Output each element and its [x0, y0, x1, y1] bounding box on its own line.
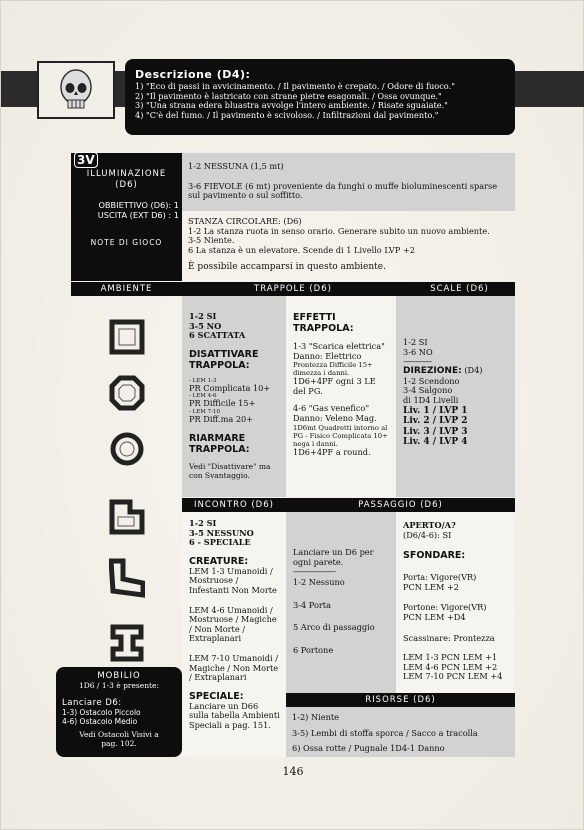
open-die: (D6/4-6): SI	[403, 529, 452, 540]
encounter-row: 3-5 NESSUNO	[189, 527, 254, 538]
header-passaggio: PASSAGGIO (D6)	[358, 500, 443, 510]
direction-row: 1-2 Scendono	[403, 375, 460, 386]
light-row: 1-2 NESSUNA (1,5 mt)	[188, 161, 284, 171]
room-icons	[109, 319, 145, 679]
level-row: Liv. 3 / LVP 3	[403, 426, 468, 437]
passage-row: 5 Arco di passaggio	[293, 622, 375, 633]
furniture-launch: Lanciare D6:	[62, 698, 122, 708]
traps-column	[182, 296, 286, 497]
trap-row: 6 SCATTATA	[189, 330, 246, 341]
effect-damage: Danno: Elettrico	[293, 350, 362, 361]
passage-divider: ——————	[293, 567, 335, 577]
direction-die: (D4)	[464, 365, 483, 376]
light-section	[182, 153, 515, 211]
special-text: Lanciare un D66 sulla tabella Ambienti Speciali a pag. 151.	[189, 700, 280, 730]
description-line: 4) "C'è del fumo. / Il pavimento è scivoloso. / Infiltrazioni dal pavimento."	[135, 109, 439, 120]
passage-row: 6 Portone	[293, 644, 334, 655]
light-row: 3-6 FIEVOLE (6 mt) proveniente da funghi o muffe bioluminescenti sparse sul pavimento o sul soffitto.	[188, 180, 498, 201]
passage-intro: Lanciare un D6 per ogni parete.	[293, 547, 374, 567]
lockpick-level: LEM 1-3 PCN LEM +1	[403, 652, 498, 663]
effect-damage: Danno: Veleno Mag.	[293, 412, 377, 423]
level-row: Liv. 1 / LVP 1	[403, 405, 468, 416]
lockpick-level: LEM 4-6 PCN LEM +2	[403, 661, 498, 672]
room-circle-icon	[113, 435, 141, 463]
special-title: SPECIALE:	[189, 690, 244, 702]
effect-save: Prontezza Difficile 15+ dimezza i danni.	[293, 361, 373, 378]
passage-column	[286, 512, 396, 693]
description-title: Descrizione (D4):	[135, 68, 251, 81]
creatures-title: CREATURE:	[189, 555, 249, 567]
notes-section	[182, 211, 515, 281]
info-panel	[71, 153, 182, 281]
effects-column	[286, 296, 396, 497]
notes-title: STANZA CIRCOLARE: (D6)	[188, 216, 302, 226]
stairs-divider: ————	[403, 357, 431, 367]
header-trappole: TRAPPOLE (D6)	[254, 284, 332, 294]
level-row: Liv. 2 / LVP 2	[403, 416, 468, 427]
notes-label: NOTE DI GIOCO	[90, 238, 163, 247]
room-icon-stack	[109, 319, 145, 679]
encounter-header-bar	[182, 498, 515, 512]
resource-row: 1-2) Niente	[292, 712, 340, 722]
effect-save: 1D6mt Quadretti intorno al PG - Fisico Complicata 10+	[293, 423, 388, 440]
effect-name: 4-6 "Gas venefico"	[293, 403, 370, 414]
creature-row: LEM 4-6 Umanoidi / Mostruose / Magiche / Non Morte / Extraplanari	[189, 604, 277, 644]
resource-row: 6) Ossa rotte / Pugnale 1D4-1 Danno	[292, 743, 445, 754]
description-line: 1) "Eco di passi in avvicinamento. / Il pavimento è crepato. / Odore di fuoco."	[135, 81, 455, 91]
rearm-text: Vedi "Disattivare" ma con Svantaggio.	[189, 461, 271, 480]
furniture-title: MOBILIO	[97, 671, 141, 681]
header-scale: SCALE (D6)	[430, 284, 489, 294]
header-risorse: RISORSE (D6)	[365, 695, 436, 705]
effect-save: nega i danni.	[293, 439, 338, 448]
encounter-row: 1-2 SI	[189, 518, 217, 528]
camp-text: È possibile accamparsi in questo ambiente.	[188, 262, 386, 273]
room-notch-icon	[112, 502, 142, 532]
force-row: PCN LEM +D4	[403, 611, 466, 622]
corridor-bend-icon	[111, 561, 143, 595]
stairs-row: 3-6 NO	[403, 346, 433, 357]
direction-row: 3-4 Salgono	[403, 385, 453, 396]
notes-row: 1-2 La stanza ruota in senso orario. Generare subito un nuovo ambiente.	[188, 225, 490, 236]
stairs-row: 1-2 SI	[403, 337, 428, 347]
trap-row: 3-5 NO	[189, 320, 222, 331]
force-row: Porta: Vigore(VR)	[403, 572, 477, 583]
passage-row: 1-2 Nessuno	[293, 577, 345, 588]
notes-row: 3-5 Niente.	[188, 235, 235, 246]
encounter-column	[182, 512, 286, 757]
room-octagon-icon	[112, 378, 142, 408]
disarm-pr: PR Difficile 15+	[189, 398, 256, 409]
illumination-die: (D6)	[115, 180, 138, 190]
illumination-label: ILLUMINAZIONE	[86, 169, 167, 179]
corridor-h-icon	[113, 627, 141, 659]
lockpick-row: Scassinare: Prontezza	[403, 632, 495, 643]
description-line: 3) "Una strana edera bluastra avvolge l'intero ambiente. / Risate sguaiate."	[135, 100, 448, 111]
effect-name: 1-3 "Scarica elettrica"	[293, 341, 385, 351]
trap-row: 1-2 SI	[189, 311, 217, 321]
furniture-row: 4-6) Ostacolo Medio	[62, 717, 138, 726]
level-row: Liv. 4 / LVP 4	[403, 437, 468, 448]
disarm-title: DISATTIVARE TRAPPOLA:	[189, 348, 259, 371]
furniture-box	[56, 667, 182, 757]
open-title: APERTO/A?	[403, 520, 456, 530]
description-box	[125, 59, 515, 135]
room-code: 3V	[74, 152, 98, 168]
header-ambiente: AMBIENTE	[100, 284, 153, 294]
lockpick-level: LEM 7-10 PCN LEM +4	[403, 671, 503, 682]
resources-header-bar	[286, 693, 515, 707]
open-column	[396, 512, 515, 693]
notes-row: 6 La stanza è un elevatore. Scende di 1 Livello LVP +2	[188, 244, 415, 255]
direction-row: di 1D4 Livelli	[403, 394, 459, 405]
effects-title: EFFETTI TRAPPOLA:	[293, 312, 354, 334]
description-line: 2) "Il pavimento è lastricato con strane pietre esagonali. / Ossa ovunque."	[135, 90, 442, 101]
page-number: 146	[282, 765, 304, 778]
stairs-column	[396, 296, 515, 497]
effect-amount: 1D6+4PF a round.	[293, 446, 371, 457]
effect-amount: 1D6+4PF ogni 3 LE del PG.	[293, 376, 376, 396]
disarm-lem: - LEM 7-10	[189, 408, 221, 415]
direction-label: DIREZIONE:	[403, 366, 462, 377]
rearm-title: RIARMARE TRAPPOLA:	[189, 432, 250, 455]
skull-icon	[39, 63, 113, 117]
room-square-icon	[112, 322, 142, 352]
furniture-row: 1-3) Ostacolo Piccolo	[62, 708, 141, 717]
force-row: Portone: Vigore(VR)	[403, 602, 487, 613]
disarm-pr: PR Diff.ma 20+	[189, 413, 254, 424]
creature-row: LEM 1-3 Umanoidi / Mostruose / Infestanti Non Morte	[189, 565, 277, 595]
resources-section	[286, 707, 515, 757]
creature-row: LEM 7-10 Umanoidi / Magiche / Non Morte / Extraplanari	[189, 652, 279, 683]
disarm-lem: - LEM 1-3	[189, 377, 217, 384]
force-row: PCN LEM +2	[403, 581, 460, 592]
resource-row: 3-5) Lembi di stoffa sporca / Sacco a tracolla	[292, 727, 478, 738]
disarm-pr: PR Complicata 10+	[189, 382, 271, 393]
passage-row: 3-4 Porta	[293, 599, 331, 610]
disarm-lem: - LEM 4-6	[189, 393, 217, 400]
furniture-see: Vedi Ostacoli Visivi a pag. 102.	[79, 730, 159, 748]
exit: USCITA (EXT D6) : 1	[97, 210, 179, 220]
encounter-row: 6 - SPECIALE	[189, 537, 251, 548]
furniture-sub: 1D6 / 1-3 è presente:	[78, 681, 160, 690]
header-incontro: INCONTRO (D6)	[194, 500, 274, 510]
objective: OBBIETTIVO (D6): 1	[98, 200, 179, 210]
force-title: SFONDARE:	[403, 550, 466, 562]
column-header-bar	[71, 282, 515, 296]
skull-frame	[37, 61, 115, 119]
